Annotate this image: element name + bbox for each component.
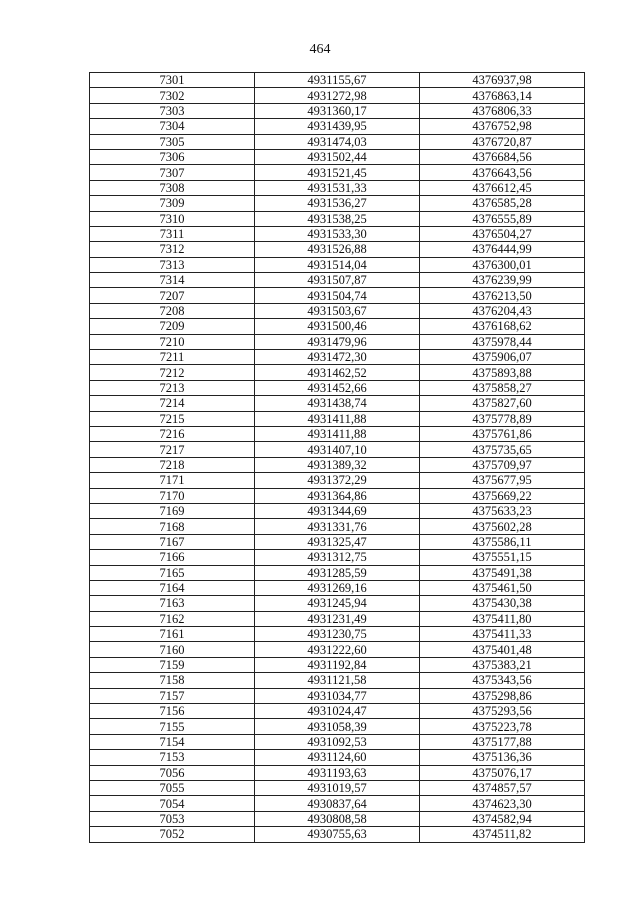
table-row <box>90 827 585 842</box>
table-row <box>90 657 585 672</box>
table-row <box>90 811 585 826</box>
y-coordinate-cell: 4375430,38 <box>420 596 585 611</box>
x-coordinate-cell: 4931452,66 <box>255 380 420 395</box>
x-coordinate-cell: 4931411,88 <box>255 426 420 441</box>
point-number-cell: 7160 <box>90 642 255 657</box>
table-row <box>90 457 585 472</box>
point-number-cell: 7218 <box>90 457 255 472</box>
x-coordinate-cell: 4931389,32 <box>255 457 420 472</box>
point-number-cell: 7306 <box>90 149 255 164</box>
y-coordinate-cell: 4375633,23 <box>420 503 585 518</box>
point-number-cell: 7209 <box>90 319 255 334</box>
point-number-cell: 7169 <box>90 503 255 518</box>
table-row <box>90 180 585 195</box>
table-row <box>90 380 585 395</box>
x-coordinate-cell: 4930808,58 <box>255 811 420 826</box>
table-row <box>90 565 585 580</box>
point-number-cell: 7312 <box>90 242 255 257</box>
point-number-cell: 7301 <box>90 73 255 88</box>
x-coordinate-cell: 4931411,88 <box>255 411 420 426</box>
x-coordinate-cell: 4931155,67 <box>255 73 420 88</box>
x-coordinate-cell: 4931325,47 <box>255 534 420 549</box>
y-coordinate-cell: 4374511,82 <box>420 827 585 842</box>
y-coordinate-cell: 4376612,45 <box>420 180 585 195</box>
x-coordinate-cell: 4931034,77 <box>255 688 420 703</box>
point-number-cell: 7309 <box>90 196 255 211</box>
point-number-cell: 7056 <box>90 765 255 780</box>
point-number-cell: 7053 <box>90 811 255 826</box>
x-coordinate-cell: 4931231,49 <box>255 611 420 626</box>
table-row <box>90 704 585 719</box>
table-row <box>90 780 585 795</box>
point-number-cell: 7208 <box>90 303 255 318</box>
table-row <box>90 503 585 518</box>
y-coordinate-cell: 4375076,17 <box>420 765 585 780</box>
y-coordinate-cell: 4375778,89 <box>420 411 585 426</box>
y-coordinate-cell: 4376643,56 <box>420 165 585 180</box>
x-coordinate-cell: 4931192,84 <box>255 657 420 672</box>
x-coordinate-cell: 4931193,63 <box>255 765 420 780</box>
x-coordinate-cell: 4931312,75 <box>255 550 420 565</box>
table-row <box>90 149 585 164</box>
table-row <box>90 196 585 211</box>
y-coordinate-cell: 4376555,89 <box>420 211 585 226</box>
y-coordinate-cell: 4375136,36 <box>420 750 585 765</box>
x-coordinate-cell: 4931538,25 <box>255 211 420 226</box>
y-coordinate-cell: 4376806,33 <box>420 103 585 118</box>
point-number-cell: 7171 <box>90 473 255 488</box>
table-row <box>90 211 585 226</box>
table-row <box>90 734 585 749</box>
x-coordinate-cell: 4931438,74 <box>255 396 420 411</box>
point-number-cell: 7210 <box>90 334 255 349</box>
point-number-cell: 7304 <box>90 119 255 134</box>
point-number-cell: 7213 <box>90 380 255 395</box>
y-coordinate-cell: 4375411,33 <box>420 627 585 642</box>
point-number-cell: 7159 <box>90 657 255 672</box>
y-coordinate-cell: 4376684,56 <box>420 149 585 164</box>
x-coordinate-cell: 4931514,04 <box>255 257 420 272</box>
x-coordinate-cell: 4931092,53 <box>255 734 420 749</box>
table-row <box>90 642 585 657</box>
y-coordinate-cell: 4376585,28 <box>420 196 585 211</box>
x-coordinate-cell: 4931269,16 <box>255 580 420 595</box>
table-row <box>90 596 585 611</box>
y-coordinate-cell: 4376168,62 <box>420 319 585 334</box>
y-coordinate-cell: 4375298,86 <box>420 688 585 703</box>
table-row <box>90 226 585 241</box>
point-number-cell: 7168 <box>90 519 255 534</box>
point-number-cell: 7166 <box>90 550 255 565</box>
table-row <box>90 627 585 642</box>
point-number-cell: 7052 <box>90 827 255 842</box>
y-coordinate-cell: 4376720,87 <box>420 134 585 149</box>
table-row <box>90 334 585 349</box>
coordinates-table <box>89 72 585 843</box>
y-coordinate-cell: 4374582,94 <box>420 811 585 826</box>
point-number-cell: 7215 <box>90 411 255 426</box>
table-row <box>90 396 585 411</box>
y-coordinate-cell: 4375383,21 <box>420 657 585 672</box>
point-number-cell: 7157 <box>90 688 255 703</box>
y-coordinate-cell: 4375677,95 <box>420 473 585 488</box>
x-coordinate-cell: 4931364,86 <box>255 488 420 503</box>
x-coordinate-cell: 4931285,59 <box>255 565 420 580</box>
x-coordinate-cell: 4931462,52 <box>255 365 420 380</box>
x-coordinate-cell: 4931222,60 <box>255 642 420 657</box>
point-number-cell: 7313 <box>90 257 255 272</box>
y-coordinate-cell: 4376937,98 <box>420 73 585 88</box>
table-row <box>90 134 585 149</box>
point-number-cell: 7164 <box>90 580 255 595</box>
point-number-cell: 7161 <box>90 627 255 642</box>
y-coordinate-cell: 4375906,07 <box>420 350 585 365</box>
table-row <box>90 488 585 503</box>
point-number-cell: 7302 <box>90 88 255 103</box>
y-coordinate-cell: 4376444,99 <box>420 242 585 257</box>
y-coordinate-cell: 4375978,44 <box>420 334 585 349</box>
x-coordinate-cell: 4931372,29 <box>255 473 420 488</box>
table-row <box>90 365 585 380</box>
table-row <box>90 119 585 134</box>
x-coordinate-cell: 4931124,60 <box>255 750 420 765</box>
y-coordinate-cell: 4375586,11 <box>420 534 585 549</box>
point-number-cell: 7153 <box>90 750 255 765</box>
x-coordinate-cell: 4931230,75 <box>255 627 420 642</box>
y-coordinate-cell: 4375735,65 <box>420 442 585 457</box>
table-row <box>90 426 585 441</box>
point-number-cell: 7162 <box>90 611 255 626</box>
x-coordinate-cell: 4930755,63 <box>255 827 420 842</box>
table-row <box>90 411 585 426</box>
y-coordinate-cell: 4375177,88 <box>420 734 585 749</box>
y-coordinate-cell: 4375669,22 <box>420 488 585 503</box>
table-row <box>90 88 585 103</box>
table-row <box>90 257 585 272</box>
x-coordinate-cell: 4931121,58 <box>255 673 420 688</box>
point-number-cell: 7307 <box>90 165 255 180</box>
table-row <box>90 611 585 626</box>
table-row <box>90 103 585 118</box>
point-number-cell: 7314 <box>90 273 255 288</box>
table-row <box>90 350 585 365</box>
x-coordinate-cell: 4931531,33 <box>255 180 420 195</box>
y-coordinate-cell: 4375491,38 <box>420 565 585 580</box>
table-row <box>90 550 585 565</box>
table-row <box>90 750 585 765</box>
y-coordinate-cell: 4375223,78 <box>420 719 585 734</box>
table-row <box>90 273 585 288</box>
y-coordinate-cell: 4375401,48 <box>420 642 585 657</box>
x-coordinate-cell: 4931019,57 <box>255 780 420 795</box>
x-coordinate-cell: 4931474,03 <box>255 134 420 149</box>
point-number-cell: 7054 <box>90 796 255 811</box>
x-coordinate-cell: 4931526,88 <box>255 242 420 257</box>
table-row <box>90 765 585 780</box>
y-coordinate-cell: 4374857,57 <box>420 780 585 795</box>
x-coordinate-cell: 4931344,69 <box>255 503 420 518</box>
x-coordinate-cell: 4931058,39 <box>255 719 420 734</box>
table-row <box>90 719 585 734</box>
point-number-cell: 7308 <box>90 180 255 195</box>
y-coordinate-cell: 4375551,15 <box>420 550 585 565</box>
x-coordinate-cell: 4931439,95 <box>255 119 420 134</box>
point-number-cell: 7167 <box>90 534 255 549</box>
table-row <box>90 473 585 488</box>
y-coordinate-cell: 4375411,80 <box>420 611 585 626</box>
table-row <box>90 688 585 703</box>
x-coordinate-cell: 4931245,94 <box>255 596 420 611</box>
y-coordinate-cell: 4375709,97 <box>420 457 585 472</box>
y-coordinate-cell: 4376204,43 <box>420 303 585 318</box>
point-number-cell: 7303 <box>90 103 255 118</box>
point-number-cell: 7310 <box>90 211 255 226</box>
y-coordinate-cell: 4375858,27 <box>420 380 585 395</box>
y-coordinate-cell: 4375343,56 <box>420 673 585 688</box>
point-number-cell: 7211 <box>90 350 255 365</box>
y-coordinate-cell: 4375293,56 <box>420 704 585 719</box>
point-number-cell: 7156 <box>90 704 255 719</box>
table-row <box>90 319 585 334</box>
y-coordinate-cell: 4374623,30 <box>420 796 585 811</box>
x-coordinate-cell: 4931024,47 <box>255 704 420 719</box>
table-row <box>90 165 585 180</box>
table-row <box>90 288 585 303</box>
point-number-cell: 7305 <box>90 134 255 149</box>
point-number-cell: 7212 <box>90 365 255 380</box>
table-row <box>90 673 585 688</box>
y-coordinate-cell: 4375761,86 <box>420 426 585 441</box>
point-number-cell: 7214 <box>90 396 255 411</box>
x-coordinate-cell: 4931521,45 <box>255 165 420 180</box>
table-row <box>90 442 585 457</box>
table-row <box>90 519 585 534</box>
x-coordinate-cell: 4931536,27 <box>255 196 420 211</box>
y-coordinate-cell: 4375893,88 <box>420 365 585 380</box>
y-coordinate-cell: 4375602,28 <box>420 519 585 534</box>
x-coordinate-cell: 4931502,44 <box>255 149 420 164</box>
y-coordinate-cell: 4375827,60 <box>420 396 585 411</box>
x-coordinate-cell: 4931472,30 <box>255 350 420 365</box>
table-row <box>90 796 585 811</box>
y-coordinate-cell: 4376213,50 <box>420 288 585 303</box>
point-number-cell: 7217 <box>90 442 255 457</box>
x-coordinate-cell: 4931331,76 <box>255 519 420 534</box>
table-row <box>90 73 585 88</box>
point-number-cell: 7163 <box>90 596 255 611</box>
x-coordinate-cell: 4931504,74 <box>255 288 420 303</box>
table-body <box>90 73 585 843</box>
table-row <box>90 534 585 549</box>
x-coordinate-cell: 4930837,64 <box>255 796 420 811</box>
point-number-cell: 7216 <box>90 426 255 441</box>
y-coordinate-cell: 4376863,14 <box>420 88 585 103</box>
table-row <box>90 242 585 257</box>
x-coordinate-cell: 4931503,67 <box>255 303 420 318</box>
point-number-cell: 7055 <box>90 780 255 795</box>
y-coordinate-cell: 4376752,98 <box>420 119 585 134</box>
x-coordinate-cell: 4931407,10 <box>255 442 420 457</box>
y-coordinate-cell: 4376504,27 <box>420 226 585 241</box>
x-coordinate-cell: 4931479,96 <box>255 334 420 349</box>
x-coordinate-cell: 4931272,98 <box>255 88 420 103</box>
page-number: 464 <box>309 42 331 57</box>
table-row <box>90 580 585 595</box>
x-coordinate-cell: 4931533,30 <box>255 226 420 241</box>
x-coordinate-cell: 4931500,46 <box>255 319 420 334</box>
point-number-cell: 7154 <box>90 734 255 749</box>
point-number-cell: 7155 <box>90 719 255 734</box>
x-coordinate-cell: 4931360,17 <box>255 103 420 118</box>
point-number-cell: 7207 <box>90 288 255 303</box>
table-row <box>90 303 585 318</box>
y-coordinate-cell: 4375461,50 <box>420 580 585 595</box>
point-number-cell: 7165 <box>90 565 255 580</box>
y-coordinate-cell: 4376239,99 <box>420 273 585 288</box>
point-number-cell: 7158 <box>90 673 255 688</box>
y-coordinate-cell: 4376300,01 <box>420 257 585 272</box>
point-number-cell: 7170 <box>90 488 255 503</box>
point-number-cell: 7311 <box>90 226 255 241</box>
x-coordinate-cell: 4931507,87 <box>255 273 420 288</box>
